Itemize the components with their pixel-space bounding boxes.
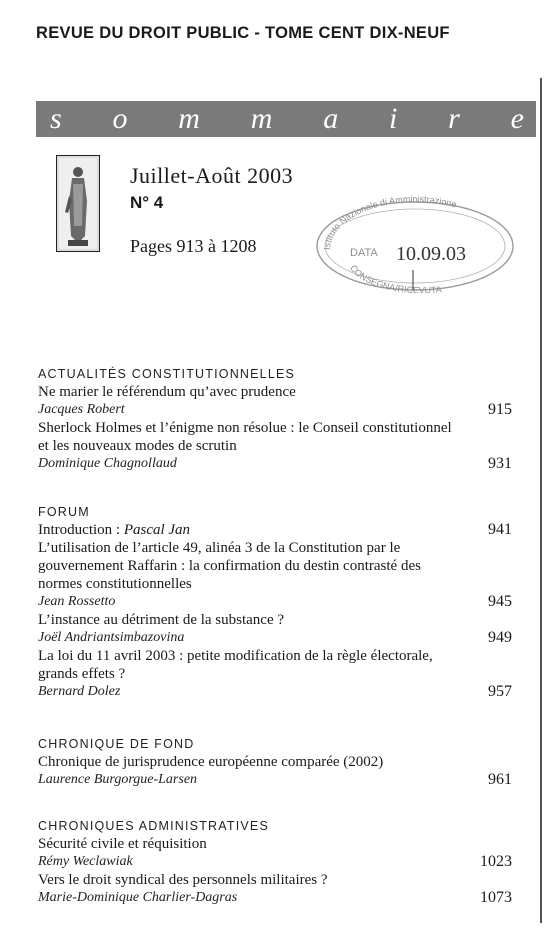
entry-author: Marie-Dominique Charlier-Dagras bbox=[38, 890, 238, 905]
toc-entry[interactable] bbox=[38, 611, 512, 647]
toc-entry[interactable] bbox=[38, 871, 512, 907]
entry-page-number: 957 bbox=[488, 683, 512, 700]
section-heading: CHRONIQUES ADMINISTRATIVES bbox=[38, 819, 269, 833]
stamp-bottom-text: CONSEGNA/RICEVUTA bbox=[348, 263, 443, 293]
statue-illustration bbox=[56, 155, 100, 252]
entry-title: Vers le droit syndical des personnels militaires ? bbox=[38, 872, 328, 888]
entry-title: L’utilisation de l’article 49, alinéa 3 de la Constitution par le gouvernement Raffarin : la confirmation du destin contrasté des normes constitutionnelles bbox=[38, 540, 421, 592]
toc-entry[interactable] bbox=[38, 539, 512, 611]
toc-entry[interactable] bbox=[38, 383, 512, 419]
entry-title: La loi du 11 avril 2003 : petite modification de la règle électorale, grands effets ? bbox=[38, 648, 433, 682]
entry-author: Jacques Robert bbox=[38, 402, 125, 417]
svg-text:Istituto Nazionale di Amminist bbox=[322, 194, 458, 250]
section-forum bbox=[38, 504, 512, 701]
entry-title: L’instance au détriment de la substance ? bbox=[38, 612, 285, 628]
entry-author: Dominique Chagnollaud bbox=[38, 456, 177, 471]
entry-author: Laurence Burgorgue-Larsen bbox=[38, 772, 198, 787]
entry-author: Joël Andriantsimbazovina bbox=[38, 630, 185, 645]
section-heading: ACTUALITÉS CONSTITUTIONNELLES bbox=[38, 367, 296, 381]
banner-letter: m bbox=[178, 102, 200, 135]
entry-title bbox=[38, 521, 512, 539]
banner-letter: s bbox=[50, 102, 62, 135]
toc-entry[interactable] bbox=[38, 647, 512, 701]
banner-letter: e bbox=[510, 102, 524, 135]
page-edge-rule bbox=[540, 78, 542, 923]
entry-inline-author: Pascal Jan bbox=[123, 522, 191, 538]
stamp-handwritten-date: 10.09.03 bbox=[396, 243, 466, 265]
svg-text:CONSEGNA/RICEVUTA bbox=[348, 263, 442, 293]
entry-title: Sécurité civile et réquisition bbox=[38, 836, 207, 852]
entry-page-number: 915 bbox=[488, 401, 512, 418]
stamp-ring-text: Istituto Nazionale di Amministrazione bbox=[321, 193, 458, 251]
section-chronique-de-fond bbox=[38, 736, 512, 789]
banner-letter: m bbox=[250, 102, 273, 135]
entry-page-number: 1073 bbox=[480, 889, 512, 906]
toc-entry[interactable] bbox=[38, 521, 512, 539]
entry-page-number: 961 bbox=[488, 771, 512, 788]
issue-date: Juillet-Août 2003 bbox=[130, 163, 294, 188]
entry-title-text: Introduction : bbox=[38, 522, 124, 538]
entry-page-number: 931 bbox=[488, 455, 512, 472]
banner-letter: o bbox=[112, 102, 128, 135]
toc-entry[interactable] bbox=[38, 753, 512, 789]
toc-entry[interactable] bbox=[38, 419, 512, 473]
section-chroniques-administratives bbox=[38, 818, 512, 907]
entry-page-number: 949 bbox=[488, 629, 512, 646]
issue-pages: Pages 913 à 1208 bbox=[130, 236, 257, 256]
entry-page-number: 945 bbox=[488, 593, 512, 610]
sommaire-banner bbox=[36, 101, 536, 137]
entry-author: Bernard Dolez bbox=[38, 684, 121, 699]
banner-letter: i bbox=[389, 102, 398, 135]
entry-title: Sherlock Holmes et l’énigme non résolue : le Conseil constitutionnel et les nouveaux modes de scrutin bbox=[38, 420, 452, 454]
stamp-date-label: DATA bbox=[350, 247, 378, 259]
entry-author: Rémy Weclawiak bbox=[38, 854, 133, 869]
toc-entry[interactable] bbox=[38, 835, 512, 871]
entry-author: Jean Rossetto bbox=[38, 594, 116, 609]
banner-letter: r bbox=[448, 102, 460, 135]
journal-header: REVUE DU DROIT PUBLIC - TOME CENT DIX-NEUF bbox=[36, 24, 450, 42]
issue-number: N° 4 bbox=[130, 193, 164, 212]
library-stamp bbox=[310, 188, 520, 293]
section-actualites-constitutionnelles bbox=[38, 366, 512, 473]
entry-page-number: 1023 bbox=[480, 853, 512, 870]
section-heading: FORUM bbox=[38, 505, 90, 519]
entry-title: Ne marier le référendum qu’avec prudence bbox=[38, 384, 296, 400]
entry-title: Chronique de jurisprudence européenne comparée (2002) bbox=[38, 754, 384, 770]
banner-letter: a bbox=[323, 102, 339, 135]
section-heading: CHRONIQUE DE FOND bbox=[38, 737, 195, 751]
entry-page-number: 941 bbox=[488, 521, 512, 538]
